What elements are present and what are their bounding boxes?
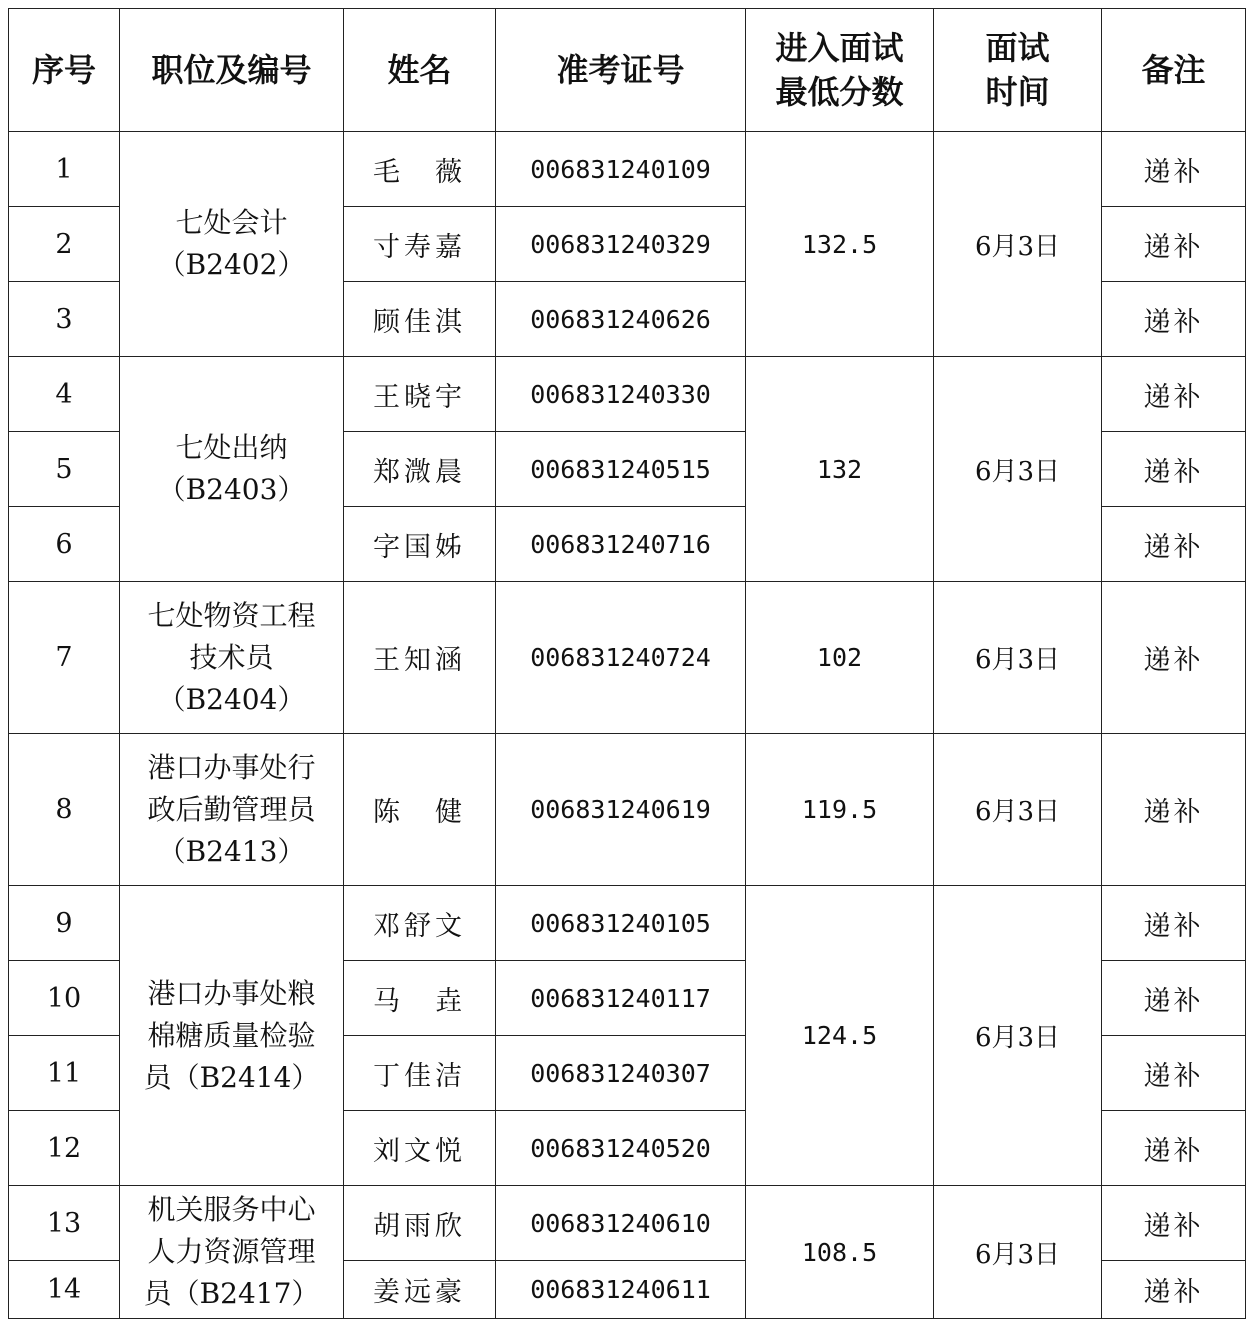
seq-cell: 8	[9, 734, 120, 886]
seq-cell: 14	[9, 1261, 120, 1319]
name-cell: 王晓宇	[344, 357, 496, 432]
exam-id-cell: 006831240610	[496, 1186, 746, 1261]
remark-cell: 递补	[1102, 1111, 1246, 1186]
remark-cell: 递补	[1102, 357, 1246, 432]
interview-time-cell: 6月3日	[934, 357, 1102, 582]
table-row	[9, 1186, 1246, 1261]
exam-id-cell: 006831240307	[496, 1036, 746, 1111]
interview-time-cell: 6月3日	[934, 1186, 1102, 1319]
seq-cell: 5	[9, 432, 120, 507]
remark-cell: 递补	[1102, 734, 1246, 886]
remark-cell: 递补	[1102, 282, 1246, 357]
seq-cell: 1	[9, 132, 120, 207]
remark-cell: 递补	[1102, 886, 1246, 961]
remark-cell: 递补	[1102, 961, 1246, 1036]
position-cell: 港口办事处粮 棉糖质量检验 员（B2414）	[120, 886, 344, 1186]
interview-time-cell: 6月3日	[934, 886, 1102, 1186]
seq-cell: 6	[9, 507, 120, 582]
position-cell: 七处会计 （B2402）	[120, 132, 344, 357]
position-cell: 港口办事处行 政后勤管理员 （B2413）	[120, 734, 344, 886]
interview-time-cell: 6月3日	[934, 734, 1102, 886]
remark-cell: 递补	[1102, 1036, 1246, 1111]
min-score-cell: 108.5	[746, 1186, 934, 1319]
remark-cell: 递补	[1102, 1261, 1246, 1319]
exam-id-cell: 006831240611	[496, 1261, 746, 1319]
position-cell: 七处物资工程 技术员 （B2404）	[120, 582, 344, 734]
position-cell: 机关服务中心 人力资源管理 员（B2417）	[120, 1186, 344, 1319]
header-remark: 备注	[1102, 9, 1246, 132]
min-score-cell: 132.5	[746, 132, 934, 357]
exam-id-cell: 006831240716	[496, 507, 746, 582]
seq-cell: 2	[9, 207, 120, 282]
min-score-cell: 102	[746, 582, 934, 734]
table-row	[9, 132, 1246, 207]
table-row	[9, 582, 1246, 734]
remark-cell: 递补	[1102, 207, 1246, 282]
exam-id-cell: 006831240330	[496, 357, 746, 432]
exam-id-cell: 006831240626	[496, 282, 746, 357]
seq-cell: 7	[9, 582, 120, 734]
exam-id-cell: 006831240109	[496, 132, 746, 207]
table-row	[9, 886, 1246, 961]
position-cell: 七处出纳 （B2403）	[120, 357, 344, 582]
seq-cell: 10	[9, 961, 120, 1036]
name-cell: 刘文悦	[344, 1111, 496, 1186]
table-row	[9, 357, 1246, 432]
name-cell: 丁佳洁	[344, 1036, 496, 1111]
name-cell: 马 垚	[344, 961, 496, 1036]
seq-cell: 4	[9, 357, 120, 432]
table-row	[9, 734, 1246, 886]
header-min-score: 进入面试 最低分数	[746, 9, 934, 132]
name-cell: 寸寿嘉	[344, 207, 496, 282]
seq-cell: 3	[9, 282, 120, 357]
name-cell: 姜远豪	[344, 1261, 496, 1319]
remark-cell: 递补	[1102, 1186, 1246, 1261]
min-score-cell: 119.5	[746, 734, 934, 886]
name-cell: 字国姊	[344, 507, 496, 582]
exam-id-cell: 006831240520	[496, 1111, 746, 1186]
name-cell: 郑溦晨	[344, 432, 496, 507]
exam-id-cell: 006831240515	[496, 432, 746, 507]
min-score-cell: 132	[746, 357, 934, 582]
seq-cell: 12	[9, 1111, 120, 1186]
header-exam-id: 准考证号	[496, 9, 746, 132]
interview-time-cell: 6月3日	[934, 582, 1102, 734]
exam-id-cell: 006831240724	[496, 582, 746, 734]
seq-cell: 13	[9, 1186, 120, 1261]
exam-id-cell: 006831240619	[496, 734, 746, 886]
exam-id-cell: 006831240117	[496, 961, 746, 1036]
remark-cell: 递补	[1102, 432, 1246, 507]
name-cell: 胡雨欣	[344, 1186, 496, 1261]
min-score-cell: 124.5	[746, 886, 934, 1186]
name-cell: 陈 健	[344, 734, 496, 886]
interview-time-cell: 6月3日	[934, 132, 1102, 357]
seq-cell: 9	[9, 886, 120, 961]
name-cell: 毛 薇	[344, 132, 496, 207]
header-name: 姓名	[344, 9, 496, 132]
candidate-table	[8, 8, 1246, 1319]
seq-cell: 11	[9, 1036, 120, 1111]
header-row	[9, 9, 1246, 132]
exam-id-cell: 006831240329	[496, 207, 746, 282]
remark-cell: 递补	[1102, 582, 1246, 734]
name-cell: 顾佳淇	[344, 282, 496, 357]
header-interview-time: 面试 时间	[934, 9, 1102, 132]
header-position: 职位及编号	[120, 9, 344, 132]
remark-cell: 递补	[1102, 132, 1246, 207]
remark-cell: 递补	[1102, 507, 1246, 582]
header-seq: 序号	[9, 9, 120, 132]
exam-id-cell: 006831240105	[496, 886, 746, 961]
name-cell: 王知涵	[344, 582, 496, 734]
name-cell: 邓舒文	[344, 886, 496, 961]
